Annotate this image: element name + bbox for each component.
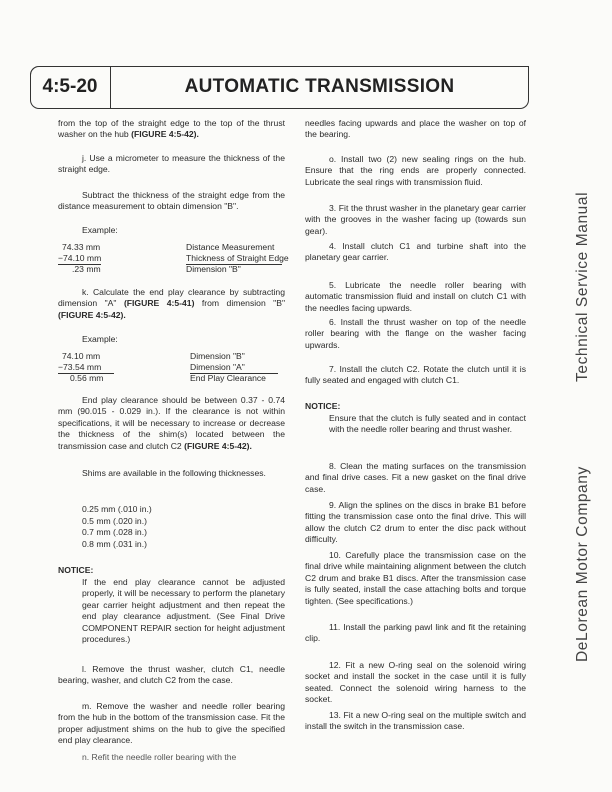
- paragraph-continued: [58, 118, 285, 141]
- step-l: l. Remove the thrust washer, clutch C1, needle bearing, washer, and clutch C2 from the case.: [58, 664, 285, 686]
- side-company-name: DeLorean Motor Company: [574, 466, 591, 662]
- value: 74.10 mm: [62, 351, 101, 361]
- section-number: 4:5-20: [30, 66, 111, 108]
- figure-ref: (FIGURE 4:5-42).: [131, 129, 199, 140]
- label: Dimension "A": [190, 362, 278, 374]
- step-8: 8. Clean the mating surfaces on the transmission and final drive cases. Fit a new gasket on the final drive case.: [305, 461, 526, 494]
- step-o: o. Install two (2) new sealing rings on the hub. Ensure that the ring ends are properly connected. Lubricate the seal rings with transmission fluid.: [305, 154, 526, 187]
- step-3: 3. Fit the thrust washer in the planetary gear carrier with the grooves in the washer facing up (towards sun gear).: [305, 203, 526, 236]
- value: −73.54 mm: [58, 362, 114, 374]
- shims-paragraph: Shims are available in the following thicknesses.: [82, 468, 266, 478]
- notice-label: NOTICE:: [305, 401, 341, 411]
- list-item: 0.7 mm (.028 in.): [82, 527, 147, 538]
- step-12: 12. Fit a new O-ring seal on the solenoid wiring socket and install the socket in the case until it is fully seated. Connect the solenoid wiring harness to the socket.: [305, 660, 526, 705]
- page-title: AUTOMATIC TRANSMISSION: [184, 76, 455, 97]
- value: 0.56 mm: [70, 373, 104, 383]
- step-5: 5. Lubricate the needle roller bearing with automatic transmission fluid and install on clutch C1 with the needles facing upwards.: [305, 280, 526, 313]
- step-7: 7. Install the clutch C2. Rotate the clutch until it is fully seated and engaged with clutch C1.: [305, 364, 526, 386]
- step-9: 9. Align the splines on the discs in brake B1 before fitting the transmission case onto the final drive. This will allow the clutch C2 drum to enter the disc pack without difficulty.: [305, 500, 526, 545]
- list-item: 0.25 mm (.010 in.): [82, 504, 152, 514]
- value: −74.10 mm: [58, 253, 102, 263]
- figure-ref: (FIGURE 4:5-41): [123, 298, 195, 309]
- list-item: 0.8 mm (.031 in.): [82, 538, 147, 549]
- label: Dimension "B": [186, 264, 241, 274]
- label: Dimension "B": [190, 351, 245, 361]
- step-m: m. Remove the washer and needle roller bearing from the hub in the bottom of the transmission case. Fit the proper adjustment shims on the hub to give the specified end play clearance.: [58, 701, 285, 746]
- example-label-2: Example:: [82, 334, 118, 344]
- notice-text: If the end play clearance cannot be adjusted properly, it will be necessary to perform the planetary gear carrier height adjustment and then repeat the end play clearance adjustment. (See Final Drive COMPONENT REPAIR section for height adjustment procedures.): [82, 577, 285, 645]
- notice-label: NOTICE:: [58, 565, 94, 575]
- step-6: 6. Install the thrust washer on top of the needle roller bearing with the flange on the washer facing upwards.: [305, 317, 526, 350]
- text: from the top of the straight edge to the top of the thrust washer on the hub: [58, 118, 285, 140]
- step-13: 13. Fit a new O-ring seal on the multiple switch and install the switch in the transmission case.: [305, 710, 526, 732]
- step-j: j. Use a micrometer to measure the thickness of the straight edge.: [58, 153, 285, 175]
- value: 74.33 mm: [62, 242, 101, 252]
- label: End Play Clearance: [190, 373, 266, 383]
- text: from dimension "B": [194, 298, 286, 309]
- example-label-1: Example:: [82, 225, 118, 235]
- side-manual-title: Technical Service Manual: [574, 191, 591, 382]
- figure-ref: (FIGURE 4:5-42).: [58, 309, 126, 320]
- end-play-paragraph: [58, 395, 285, 452]
- step-10: 10. Carefully place the transmission case on the final drive while maintaining alignment between the clutch C2 drum and brake B1 discs. After the transmission case is fully seated, install the case attaching bolts and torque tighten. (See specifications.): [305, 550, 526, 606]
- value: .23 mm: [72, 264, 101, 274]
- step-k: [58, 287, 285, 321]
- shim-list: [82, 504, 152, 550]
- text: End play clearance should be between 0.37 - 0.74 mm (90.015 - 0.029 in.). If the clearance is not within specifications, it will be necessary to increase or decrease the thickness of the shim(s) located between the transmission case and clutch C2: [58, 395, 285, 451]
- paragraph-continued: needles facing upwards and place the washer on top of the bearing.: [305, 118, 526, 140]
- notice-text: Ensure that the clutch is fully seated and in contact with the needle roller bearing and thrust washer.: [329, 413, 526, 435]
- label: Distance Measurement: [186, 242, 275, 252]
- figure-ref: (FIGURE 4:5-42).: [184, 440, 252, 451]
- label: Thickness of Straight Edge: [186, 253, 289, 263]
- example-table-2: [58, 351, 288, 387]
- subtract-paragraph: Subtract the thickness of the straight edge from the distance measurement to obtain dimension "B".: [58, 190, 285, 212]
- list-item: 0.5 mm (.020 in.): [82, 515, 147, 526]
- step-4: 4. Install clutch C1 and turbine shaft into the planetary gear carrier.: [305, 241, 526, 263]
- example-table-1: [58, 242, 288, 278]
- text: k. Calculate the end play clearance by subtracting dimension "A": [58, 287, 285, 309]
- step-11: 11. Install the parking pawl link and fit the retaining clip.: [305, 622, 526, 644]
- step-n: n. Refit the needle roller bearing with the: [82, 752, 237, 762]
